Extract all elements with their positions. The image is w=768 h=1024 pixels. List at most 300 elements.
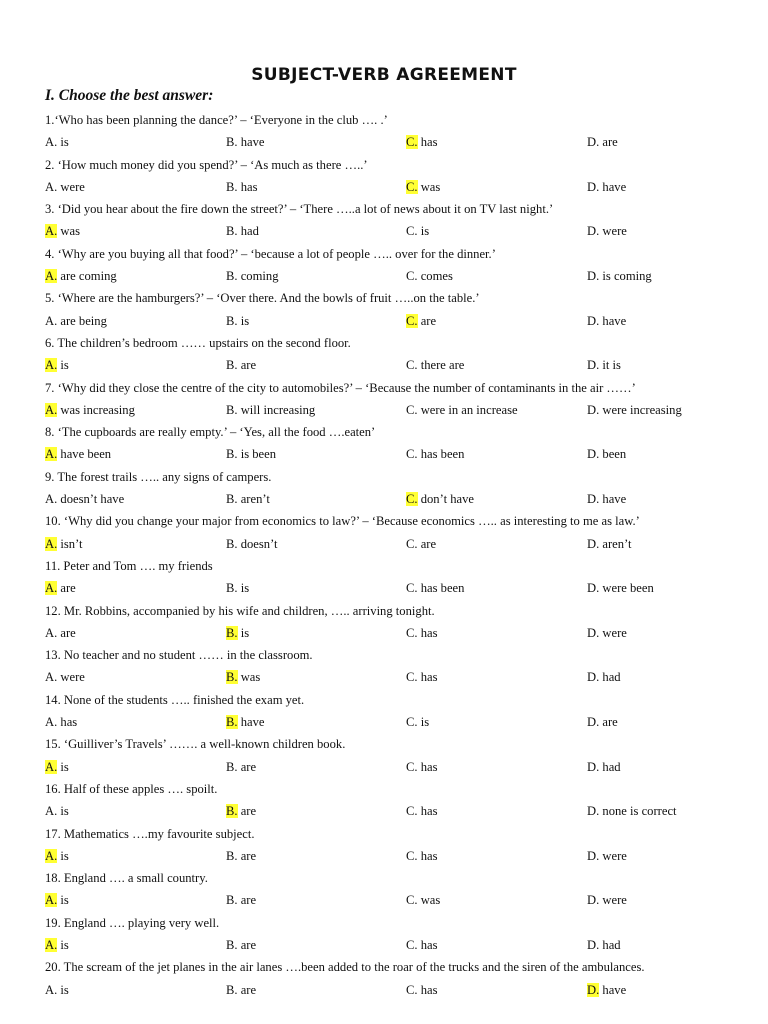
answer-options xyxy=(45,934,735,956)
answer-options xyxy=(45,265,735,287)
question-stem: 13. No teacher and no student …… in the classroom. xyxy=(45,648,313,663)
question-item xyxy=(45,198,735,243)
option-c xyxy=(406,310,436,332)
option-c xyxy=(406,265,453,287)
option-letter: C. xyxy=(406,625,418,640)
highlighted-answer-letter: A. xyxy=(45,937,58,952)
option-letter: D. xyxy=(587,135,600,150)
question-stem: 6. The children’s bedroom …… upstairs on the second floor. xyxy=(45,335,351,350)
answer-options xyxy=(45,622,735,644)
option-text: had xyxy=(599,670,621,685)
question-stem: 11. Peter and Tom …. my friends xyxy=(45,558,213,573)
option-text: coming xyxy=(237,269,279,284)
answer-options xyxy=(45,577,735,599)
option-text: are xyxy=(237,804,257,819)
option-text: has xyxy=(417,804,438,819)
option-b xyxy=(226,756,256,778)
option-a xyxy=(45,488,124,510)
option-letter: A. xyxy=(45,313,58,328)
option-a xyxy=(45,934,69,956)
option-text: aren’t xyxy=(599,536,632,551)
highlighted-answer-letter: A. xyxy=(45,759,58,774)
option-text: are xyxy=(57,581,76,596)
option-text: were xyxy=(57,179,85,194)
highlighted-answer-letter: C. xyxy=(406,135,418,150)
option-text: are xyxy=(417,536,437,551)
option-b xyxy=(226,488,270,510)
option-d xyxy=(587,622,627,644)
option-d xyxy=(587,265,652,287)
option-letter: D. xyxy=(587,224,600,239)
option-text: are coming xyxy=(57,269,117,284)
option-text: were xyxy=(57,670,85,685)
option-text: have xyxy=(237,715,265,730)
question-list xyxy=(45,109,735,1001)
option-letter: D. xyxy=(587,492,600,507)
option-a xyxy=(45,443,111,465)
option-text: doesn’t have xyxy=(57,492,125,507)
page-title: SUBJECT-VERB AGREEMENT xyxy=(251,65,517,85)
question-item xyxy=(45,689,735,734)
option-letter: D. xyxy=(587,179,600,194)
option-text: were xyxy=(599,224,627,239)
option-letter: A. xyxy=(45,179,58,194)
option-text: were xyxy=(599,625,627,640)
option-d xyxy=(587,666,621,688)
highlighted-answer-letter: A. xyxy=(45,848,58,863)
option-letter: A. xyxy=(45,804,58,819)
option-text: is xyxy=(57,893,69,908)
answer-options xyxy=(45,711,735,733)
option-c xyxy=(406,622,438,644)
option-a xyxy=(45,220,80,242)
option-text: are xyxy=(237,937,257,952)
option-text: is xyxy=(57,135,69,150)
option-text: have xyxy=(599,179,627,194)
option-text: has xyxy=(417,982,438,997)
question-stem: 8. ‘The cupboards are really empty.’ – ‘Yes, all the food ….eaten’ xyxy=(45,425,376,440)
option-text: was increasing xyxy=(57,402,135,417)
option-text: were increasing xyxy=(599,402,682,417)
option-text: had xyxy=(599,937,621,952)
question-item xyxy=(45,510,735,555)
option-text: have xyxy=(237,135,265,150)
option-letter: A. xyxy=(45,982,58,997)
option-letter: D. xyxy=(587,581,600,596)
option-letter: D. xyxy=(587,447,600,462)
option-letter: B. xyxy=(226,313,238,328)
option-text: are xyxy=(57,625,76,640)
highlighted-answer-letter: B. xyxy=(226,625,238,640)
option-d xyxy=(587,131,618,153)
option-letter: B. xyxy=(226,135,238,150)
question-item xyxy=(45,154,735,199)
option-letter: B. xyxy=(226,447,238,462)
option-a xyxy=(45,354,69,376)
question-item xyxy=(45,956,735,1001)
option-letter: B. xyxy=(226,982,238,997)
option-c xyxy=(406,845,438,867)
question-item xyxy=(45,243,735,288)
option-a xyxy=(45,265,117,287)
option-d xyxy=(587,399,682,421)
option-text: has xyxy=(417,135,438,150)
option-text: are xyxy=(599,715,618,730)
option-a xyxy=(45,176,85,198)
option-text: has been xyxy=(417,447,465,462)
option-text: had xyxy=(237,224,259,239)
option-d xyxy=(587,176,626,198)
option-text: been xyxy=(599,447,627,462)
option-b xyxy=(226,622,249,644)
highlighted-answer-letter: A. xyxy=(45,893,58,908)
option-letter: A. xyxy=(45,135,58,150)
option-text: there are xyxy=(417,358,465,373)
option-letter: B. xyxy=(226,937,238,952)
option-text: were been xyxy=(599,581,654,596)
option-letter: C. xyxy=(406,670,418,685)
option-c xyxy=(406,220,429,242)
question-item xyxy=(45,466,735,511)
option-text: has xyxy=(417,937,438,952)
option-letter: C. xyxy=(406,804,418,819)
option-c xyxy=(406,934,438,956)
option-letter: B. xyxy=(226,492,238,507)
option-text: was xyxy=(417,179,441,194)
option-text: has xyxy=(57,715,78,730)
answer-options xyxy=(45,533,735,555)
question-item xyxy=(45,733,735,778)
option-b xyxy=(226,577,249,599)
option-text: it is xyxy=(599,358,621,373)
option-d xyxy=(587,443,626,465)
option-letter: B. xyxy=(226,893,238,908)
answer-options xyxy=(45,220,735,242)
option-letter: C. xyxy=(406,848,418,863)
question-item xyxy=(45,600,735,645)
option-letter: D. xyxy=(587,402,600,417)
answer-options xyxy=(45,979,735,1001)
answer-options xyxy=(45,889,735,911)
option-text: is xyxy=(237,625,250,640)
option-text: were xyxy=(599,893,627,908)
option-text: is xyxy=(237,313,250,328)
answer-options xyxy=(45,176,735,198)
option-letter: B. xyxy=(226,358,238,373)
option-c xyxy=(406,711,429,733)
question-item xyxy=(45,287,735,332)
option-letter: B. xyxy=(226,848,238,863)
question-item xyxy=(45,823,735,868)
option-text: is xyxy=(417,224,430,239)
option-b xyxy=(226,711,264,733)
option-letter: C. xyxy=(406,224,418,239)
option-d xyxy=(587,533,632,555)
option-text: is xyxy=(57,759,69,774)
option-text: none is correct xyxy=(599,804,677,819)
highlighted-answer-letter: B. xyxy=(226,670,238,685)
option-a xyxy=(45,399,135,421)
question-stem: 2. ‘How much money did you spend?’ – ‘As much as there …..’ xyxy=(45,157,368,172)
option-d xyxy=(587,979,626,1001)
option-text: are xyxy=(599,135,618,150)
option-letter: C. xyxy=(406,447,418,462)
option-text: is xyxy=(57,804,69,819)
option-letter: C. xyxy=(406,581,418,596)
option-text: are being xyxy=(57,313,107,328)
option-b xyxy=(226,354,256,376)
option-a xyxy=(45,800,69,822)
option-text: are xyxy=(237,358,257,373)
option-letter: A. xyxy=(45,715,58,730)
option-text: is xyxy=(57,848,69,863)
option-text: are xyxy=(237,982,257,997)
option-letter: D. xyxy=(587,759,600,774)
option-letter: D. xyxy=(587,848,600,863)
option-b xyxy=(226,265,279,287)
option-d xyxy=(587,934,621,956)
option-text: will increasing xyxy=(237,402,316,417)
option-b xyxy=(226,310,249,332)
option-c xyxy=(406,131,438,153)
option-text: is xyxy=(417,715,430,730)
question-stem: 20. The scream of the jet planes in the air lanes ….been added to the roar of the trucks and the siren of the ambulances. xyxy=(45,960,645,975)
answer-options xyxy=(45,845,735,867)
option-text: have xyxy=(599,313,627,328)
option-letter: B. xyxy=(226,581,238,596)
option-c xyxy=(406,979,438,1001)
answer-options xyxy=(45,488,735,510)
question-stem: 5. ‘Where are the hamburgers?’ – ‘Over there. And the bowls of fruit …..on the table.’ xyxy=(45,291,480,306)
question-stem: 18. England …. a small country. xyxy=(45,871,208,886)
option-letter: C. xyxy=(406,358,418,373)
option-d xyxy=(587,354,621,376)
option-letter: C. xyxy=(406,536,418,551)
highlighted-answer-letter: A. xyxy=(45,581,58,596)
option-letter: D. xyxy=(587,804,600,819)
option-d xyxy=(587,845,627,867)
option-text: was xyxy=(57,224,80,239)
option-text: are xyxy=(237,893,257,908)
option-text: have xyxy=(599,492,627,507)
option-text: don’t have xyxy=(417,492,474,507)
option-b xyxy=(226,399,315,421)
question-stem: 17. Mathematics ….my favourite subject. xyxy=(45,826,255,841)
option-letter: D. xyxy=(587,625,600,640)
option-c xyxy=(406,488,474,510)
option-text: has xyxy=(417,759,438,774)
option-a xyxy=(45,666,85,688)
option-letter: D. xyxy=(587,536,600,551)
option-letter: B. xyxy=(226,224,238,239)
option-a xyxy=(45,533,83,555)
option-text: have been xyxy=(57,447,112,462)
option-text: doesn’t xyxy=(237,536,278,551)
highlighted-answer-letter: B. xyxy=(226,715,238,730)
option-b xyxy=(226,800,256,822)
answer-options xyxy=(45,443,735,465)
question-stem: 19. England …. playing very well. xyxy=(45,915,220,930)
question-item xyxy=(45,867,735,912)
question-stem: 10. ‘Why did you change your major from economics to law?’ – ‘Because economics ….. as interesting to me as law.’ xyxy=(45,514,640,529)
option-text: were in an increase xyxy=(417,402,518,417)
option-text: isn’t xyxy=(57,536,83,551)
highlighted-answer-letter: C. xyxy=(406,492,418,507)
option-d xyxy=(587,220,627,242)
highlighted-answer-letter: A. xyxy=(45,402,58,417)
option-d xyxy=(587,800,677,822)
option-c xyxy=(406,800,438,822)
option-a xyxy=(45,756,69,778)
option-b xyxy=(226,131,264,153)
answer-options xyxy=(45,666,735,688)
option-text: is coming xyxy=(599,269,652,284)
option-letter: C. xyxy=(406,982,418,997)
question-stem: 15. ‘Guilliver’s Travels’ ……. a well-known children book. xyxy=(45,737,346,752)
option-letter: D. xyxy=(587,715,600,730)
option-d xyxy=(587,756,621,778)
option-a xyxy=(45,622,76,644)
highlighted-answer-letter: B. xyxy=(226,804,238,819)
option-text: is been xyxy=(237,447,277,462)
option-b xyxy=(226,220,259,242)
option-b xyxy=(226,666,260,688)
question-item xyxy=(45,912,735,957)
option-a xyxy=(45,577,76,599)
option-a xyxy=(45,845,69,867)
highlighted-answer-letter: A. xyxy=(45,224,58,239)
option-letter: A. xyxy=(45,670,58,685)
option-c xyxy=(406,399,518,421)
option-c xyxy=(406,889,440,911)
option-letter: C. xyxy=(406,269,418,284)
option-letter: C. xyxy=(406,937,418,952)
option-text: comes xyxy=(417,269,453,284)
option-letter: D. xyxy=(587,313,600,328)
option-text: was xyxy=(417,893,441,908)
option-a xyxy=(45,131,69,153)
answer-options xyxy=(45,399,735,421)
option-d xyxy=(587,577,654,599)
question-item xyxy=(45,421,735,466)
option-text: have xyxy=(599,982,627,997)
option-text: has xyxy=(417,625,438,640)
option-d xyxy=(587,889,627,911)
option-d xyxy=(587,310,626,332)
option-c xyxy=(406,577,464,599)
question-stem: 12. Mr. Robbins, accompanied by his wife and children, ….. arriving tonight. xyxy=(45,603,435,618)
question-item xyxy=(45,555,735,600)
option-letter: B. xyxy=(226,402,238,417)
highlighted-answer-letter: A. xyxy=(45,358,58,373)
section-heading: I. Choose the best answer: xyxy=(45,87,214,104)
highlighted-answer-letter: D. xyxy=(587,982,600,997)
option-a xyxy=(45,711,77,733)
option-text: are xyxy=(237,759,257,774)
option-b xyxy=(226,934,256,956)
question-stem: 3. ‘Did you hear about the fire down the street?’ – ‘There …..a lot of news about it on TV last night.’ xyxy=(45,202,554,217)
option-a xyxy=(45,889,69,911)
option-c xyxy=(406,443,464,465)
option-b xyxy=(226,845,256,867)
option-b xyxy=(226,443,276,465)
option-c xyxy=(406,533,436,555)
option-text: has xyxy=(237,179,258,194)
option-letter: A. xyxy=(45,625,58,640)
option-b xyxy=(226,889,256,911)
option-letter: C. xyxy=(406,715,418,730)
option-letter: B. xyxy=(226,759,238,774)
option-letter: D. xyxy=(587,937,600,952)
option-text: were xyxy=(599,848,627,863)
option-c xyxy=(406,176,440,198)
answer-options xyxy=(45,310,735,332)
highlighted-answer-letter: A. xyxy=(45,269,58,284)
option-text: are xyxy=(417,313,437,328)
question-item xyxy=(45,109,735,154)
option-letter: D. xyxy=(587,358,600,373)
option-letter: A. xyxy=(45,492,58,507)
option-letter: B. xyxy=(226,536,238,551)
option-a xyxy=(45,979,69,1001)
option-b xyxy=(226,979,256,1001)
option-b xyxy=(226,533,278,555)
answer-options xyxy=(45,800,735,822)
question-item xyxy=(45,778,735,823)
question-stem: 16. Half of these apples …. spoilt. xyxy=(45,781,218,796)
option-letter: B. xyxy=(226,269,238,284)
highlighted-answer-letter: A. xyxy=(45,536,58,551)
option-text: is xyxy=(57,982,69,997)
highlighted-answer-letter: C. xyxy=(406,179,418,194)
question-item xyxy=(45,377,735,422)
highlighted-answer-letter: C. xyxy=(406,313,418,328)
option-letter: C. xyxy=(406,893,418,908)
question-item xyxy=(45,644,735,689)
option-text: has xyxy=(417,848,438,863)
question-stem: 4. ‘Why are you buying all that food?’ – ‘because a lot of people ….. over for the dinner.’ xyxy=(45,246,496,261)
option-c xyxy=(406,756,438,778)
option-letter: D. xyxy=(587,670,600,685)
question-item xyxy=(45,332,735,377)
option-text: aren’t xyxy=(237,492,270,507)
option-letter: D. xyxy=(587,893,600,908)
option-text: are xyxy=(237,848,257,863)
option-d xyxy=(587,711,618,733)
answer-options xyxy=(45,756,735,778)
option-letter: C. xyxy=(406,402,418,417)
highlighted-answer-letter: A. xyxy=(45,447,58,462)
option-text: was xyxy=(237,670,261,685)
answer-options xyxy=(45,354,735,376)
option-text: had xyxy=(599,759,621,774)
option-letter: D. xyxy=(587,269,600,284)
option-text: has been xyxy=(417,581,465,596)
option-text: has xyxy=(417,670,438,685)
option-letter: C. xyxy=(406,759,418,774)
option-a xyxy=(45,310,107,332)
option-text: is xyxy=(237,581,250,596)
option-text: is xyxy=(57,358,69,373)
question-stem: 7. ‘Why did they close the centre of the city to automobiles?’ – ‘Because the number of contaminants in the air ……’ xyxy=(45,380,636,395)
option-text: is xyxy=(57,937,69,952)
question-stem: 9. The forest trails ….. any signs of campers. xyxy=(45,469,272,484)
option-c xyxy=(406,666,438,688)
option-d xyxy=(587,488,626,510)
answer-options xyxy=(45,131,735,153)
option-letter: B. xyxy=(226,179,238,194)
option-b xyxy=(226,176,258,198)
